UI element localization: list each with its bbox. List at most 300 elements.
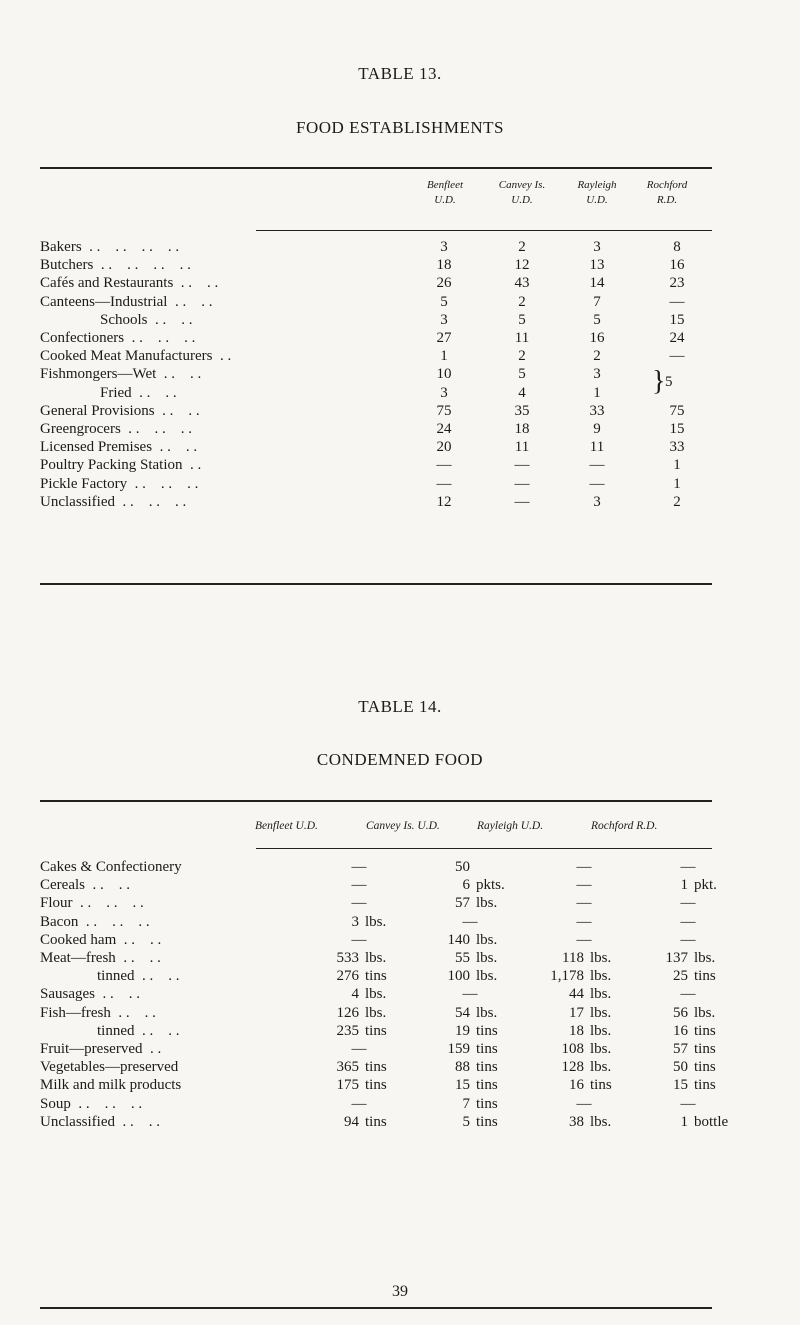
table13-cell: 9 <box>593 421 601 437</box>
table14-cell-unit: tins <box>476 1077 498 1094</box>
table13-row <box>0 384 800 402</box>
column-header-line2: U.D. <box>511 194 533 206</box>
table13-cell: 3 <box>593 493 601 510</box>
table13-column-header <box>487 178 557 208</box>
table13-cell: 15 <box>669 421 685 437</box>
table14-row <box>0 876 800 894</box>
table14-cell-value: 175 <box>336 1077 359 1094</box>
row-leader-dots: . . . . <box>142 1022 180 1039</box>
row-leader-dots: . . . . <box>118 1004 156 1021</box>
table14-cell-unit: lbs. <box>590 1022 612 1039</box>
row-leader-dots: . . . . <box>92 877 130 894</box>
table14-cell-value: 18 <box>569 1022 584 1039</box>
table14-cell-value: — <box>680 913 696 930</box>
row-leader-dots: . . <box>219 348 232 365</box>
row-label-text: Greengrocers <box>40 421 121 437</box>
row-label-text: Cooked ham <box>40 931 117 948</box>
table13-cell: 35 <box>514 402 530 419</box>
table14-cell-value: 118 <box>562 950 584 966</box>
row-label <box>40 347 231 365</box>
table14-cell-value: 7 <box>462 1095 470 1112</box>
table14-cell-unit: lbs. <box>365 1004 387 1021</box>
row-label <box>100 384 177 402</box>
table14-cell-unit: tins <box>365 1059 387 1076</box>
table13-cell: 75 <box>436 402 452 419</box>
table13-cell: 24 <box>669 330 685 346</box>
row-leader-dots: . . . . <box>180 275 219 292</box>
row-leader-dots: . . . . . . . . <box>100 257 191 274</box>
table14-cell-value: 15 <box>673 1077 688 1094</box>
table14-cell-value: — <box>351 895 367 912</box>
table13-cell: 3 <box>440 384 448 401</box>
table13-cell: 1 <box>673 475 681 492</box>
table13-row <box>0 256 800 274</box>
row-label <box>40 894 144 912</box>
table13-bottom-rule <box>40 583 712 585</box>
table14-cell-value: — <box>576 859 592 875</box>
table14-cell-value: 17 <box>569 1004 584 1021</box>
table14-subtitle: CONDEMNED FOOD <box>316 750 484 769</box>
table13-cell: 11 <box>514 439 530 456</box>
row-label-text: Poultry Packing Station <box>40 457 183 474</box>
table13-cell: 18 <box>436 257 452 274</box>
table14-cell-unit: lbs. <box>365 950 387 966</box>
table13-cell: — <box>514 457 530 474</box>
table13-cell: 3 <box>440 311 448 328</box>
row-leader-dots: . . . . <box>123 950 161 966</box>
row-label-text: Sausages <box>40 986 95 1003</box>
row-label <box>40 1076 181 1094</box>
table13-column-header <box>632 178 702 208</box>
table14-cell-value: 16 <box>569 1077 584 1094</box>
table14-row <box>0 1058 800 1076</box>
table14-cell-value: — <box>680 1095 696 1112</box>
table13-subtitle: FOOD ESTABLISHMENTS <box>296 118 504 137</box>
row-label-text: Cakes & Confectionery <box>40 859 182 875</box>
table13-cell: 18 <box>514 421 530 437</box>
table14-cell-unit: tins <box>694 1059 716 1076</box>
table13-fishmongers-brace: } <box>652 366 666 398</box>
table14-cell-value: — <box>351 877 367 894</box>
table14-cell-value: 159 <box>447 1041 470 1057</box>
table13-cell: 20 <box>436 439 452 456</box>
table14-column-header: Rochford R.D. <box>591 820 658 832</box>
row-label-text: Canteens—Industrial <box>40 293 168 310</box>
row-label-text: General Provisions <box>40 402 155 419</box>
column-header-line2: U.D. <box>586 194 608 206</box>
table14-cell-unit: lbs. <box>694 1004 716 1021</box>
table14-cell-value: 25 <box>673 968 688 985</box>
row-label <box>40 1095 142 1113</box>
table14-cell-value: — <box>462 913 478 930</box>
table14-cell-unit: tins <box>476 1113 498 1130</box>
table13-cell: 27 <box>436 330 452 346</box>
table14-row <box>0 894 800 912</box>
table14-cell-unit: tins <box>694 1022 716 1039</box>
table13-cell: 23 <box>669 275 685 292</box>
table14-cell-value: 1,178 <box>550 968 584 985</box>
table14-cell-value: 3 <box>351 913 359 930</box>
table14-cell-value: 55 <box>455 950 470 966</box>
table13-cell: — <box>669 293 685 310</box>
table14-row <box>0 858 800 876</box>
row-label-text: Vegetables—preserved <box>40 1059 179 1076</box>
row-leader-dots: . . <box>149 1041 162 1057</box>
table14-cell-unit: lbs. <box>365 913 387 930</box>
row-label <box>40 949 161 967</box>
row-leader-dots: . . . . <box>123 931 162 948</box>
table14-cell-unit: lbs. <box>590 950 612 966</box>
table14-cell-value: 4 <box>351 986 359 1003</box>
row-label-text: tinned <box>97 1022 135 1039</box>
table14-cell-value: — <box>576 877 592 894</box>
table14-cell-value: — <box>680 859 696 875</box>
table14-cell-unit: tins <box>476 1095 498 1112</box>
table14-row <box>0 985 800 1003</box>
row-leader-dots: . . . . . . <box>131 330 196 346</box>
table13-cell: — <box>514 475 530 492</box>
table14-cell-value: — <box>576 931 592 948</box>
table13-cell: 2 <box>593 348 601 365</box>
table14-cell-value: — <box>680 895 696 912</box>
table14-cell-value: 38 <box>569 1113 584 1130</box>
row-leader-dots: . . . . <box>159 439 198 456</box>
table13-header-rule <box>256 230 712 231</box>
row-label <box>40 493 186 511</box>
table14-column-header: Rayleigh U.D. <box>477 820 544 832</box>
table14-cell-value: 56 <box>673 1004 688 1021</box>
table14-row <box>0 1022 800 1040</box>
table13-cell: — <box>589 475 605 492</box>
row-label <box>40 329 195 347</box>
row-leader-dots: . . . . . . <box>134 475 199 492</box>
row-leader-dots: . . . . <box>102 986 140 1003</box>
table13-cell: 1 <box>440 348 448 365</box>
table14-cell-value: 137 <box>665 950 688 966</box>
row-label-text: Bacon <box>40 913 79 930</box>
table14-cell-value: 126 <box>336 1004 359 1021</box>
table14-cell-unit: lbs. <box>590 986 612 1003</box>
row-label <box>40 475 198 493</box>
table13-cell: 16 <box>589 330 605 346</box>
table14-cell-unit: tins <box>590 1077 612 1094</box>
table14-cell-value: — <box>351 1095 367 1112</box>
row-label <box>40 293 212 311</box>
table13-cell: — <box>436 475 452 492</box>
row-label-text: Milk and milk products <box>40 1077 182 1094</box>
table13-cell: 33 <box>669 439 685 456</box>
table14-row <box>0 1076 800 1094</box>
row-label-text: Fried <box>100 384 132 401</box>
table13-cell: — <box>436 457 452 474</box>
row-label <box>40 876 130 894</box>
table14-cell-value: — <box>351 1041 367 1057</box>
table14-cell-unit: lbs. <box>694 950 716 966</box>
table14-cell-unit: tins <box>365 968 387 985</box>
row-label <box>40 1004 156 1022</box>
table14-cell-unit: tins <box>365 1022 387 1039</box>
row-label-text: Unclassified <box>40 493 115 510</box>
row-label-text: Cooked Meat Manufacturers <box>40 348 213 365</box>
column-header-line1: Rochford <box>646 179 688 191</box>
table13-row <box>0 456 800 474</box>
row-leader-dots: . . . . . . . . <box>89 239 180 255</box>
table14-cell-value: — <box>576 913 592 930</box>
row-label-text: Meat—fresh <box>40 950 116 966</box>
table14-cell-unit: tins <box>476 1059 498 1076</box>
row-label-text: Pickle Factory <box>40 475 128 492</box>
row-leader-dots: . . . . <box>162 402 200 419</box>
row-label-text: Confectioners <box>40 330 125 346</box>
table14-cell-unit: tins <box>694 1077 716 1094</box>
table14-cell-value: 44 <box>569 986 584 1003</box>
table14-cell-value: 57 <box>455 895 470 912</box>
table13-row <box>0 438 800 456</box>
page-number: 39 <box>392 1283 408 1300</box>
table13-row <box>0 402 800 420</box>
row-leader-dots: . . . . . . <box>85 913 150 930</box>
table14-column-header: Benfleet U.D. <box>255 820 318 832</box>
table13-cell: 11 <box>589 439 605 456</box>
table14-row <box>0 913 800 931</box>
table13-cell: 11 <box>514 330 530 346</box>
table14-column-header: Canvey Is. U.D. <box>366 820 440 832</box>
table14-cell-unit: lbs. <box>476 1004 498 1021</box>
table14-cell-unit: tins <box>476 1022 498 1039</box>
table13-cell: 16 <box>669 257 685 274</box>
table14-cell-value: 365 <box>336 1059 359 1076</box>
row-leader-dots: . . . . . . <box>122 493 187 510</box>
table14-cell-value: 54 <box>455 1004 470 1021</box>
table14-cell-value: — <box>576 895 592 912</box>
row-leader-dots: . . . . . . <box>128 421 193 437</box>
table13-row <box>0 293 800 311</box>
table14-cell-value: 1 <box>680 1113 688 1130</box>
table14-cell-value: 19 <box>455 1022 470 1039</box>
table13-cell: 3 <box>440 239 448 255</box>
table13-cell: 33 <box>589 402 605 419</box>
row-leader-dots: . . <box>190 457 202 474</box>
table13-fishmongers-rochford: 5 <box>665 374 673 391</box>
table14-row <box>0 1040 800 1058</box>
table14-cell-value: 50 <box>455 859 470 875</box>
table14-cell-value: 140 <box>447 931 470 948</box>
table14-row <box>0 949 800 967</box>
table13-cell: 8 <box>673 239 681 255</box>
table14-row <box>0 1113 800 1131</box>
table14-row <box>0 1095 800 1113</box>
row-label <box>97 1022 180 1040</box>
row-label <box>40 913 150 931</box>
table13-cell: 3 <box>593 239 601 255</box>
table13-row <box>0 493 800 511</box>
column-header-line2: U.D. <box>434 194 456 206</box>
table14-cell-unit: bottle <box>694 1113 729 1130</box>
table14-cell-unit: tins <box>694 968 716 985</box>
table13-cell: 2 <box>518 348 526 365</box>
table14-row <box>0 967 800 985</box>
table14-cell-unit: lbs. <box>365 986 387 1003</box>
table13-cell: 5 <box>593 311 601 328</box>
row-label <box>40 858 182 876</box>
table13-cell: 12 <box>514 257 530 274</box>
table14-top-rule <box>40 800 712 802</box>
table13-title: TABLE 13. <box>358 64 442 83</box>
row-label-text: tinned <box>97 968 135 985</box>
table13-cell: 3 <box>593 366 601 383</box>
row-label <box>97 967 180 985</box>
table14-row <box>0 1004 800 1022</box>
table14-cell-unit: lbs. <box>590 968 612 985</box>
row-label-text: Fish—fresh <box>40 1004 111 1021</box>
table13-row <box>0 329 800 347</box>
table14-cell-unit: tins <box>476 1041 498 1057</box>
row-label-text: Flour <box>40 895 73 912</box>
table13-cell: 12 <box>436 493 452 510</box>
table14-cell-value: 6 <box>462 877 470 894</box>
column-header-line2: R.D. <box>656 194 678 206</box>
table14-cell-value: 57 <box>673 1041 688 1057</box>
row-label <box>40 985 140 1003</box>
table13-cell: 15 <box>669 311 685 328</box>
table14-cell-value: 533 <box>336 950 359 966</box>
table14-cell-value: — <box>462 986 478 1003</box>
table13-cell: 5 <box>518 366 526 383</box>
table14-cell-value: 50 <box>673 1059 688 1076</box>
row-leader-dots: . . . . <box>155 311 193 328</box>
row-label <box>40 420 192 438</box>
table13-cell: — <box>589 457 605 474</box>
table13-row <box>0 238 800 256</box>
table14-cell-unit: lbs. <box>476 895 498 912</box>
row-label-text: Cafés and Restaurants <box>40 275 174 292</box>
table14-bottom-rule <box>40 1307 712 1309</box>
table14-cell-value: 94 <box>344 1113 359 1130</box>
table13-cell: — <box>669 348 685 365</box>
row-label <box>40 438 197 456</box>
row-label-text: Unclassified <box>40 1113 115 1130</box>
table14-cell-unit: lbs. <box>590 1004 612 1021</box>
table14-cell-unit: pkt. <box>694 877 717 894</box>
row-label-text: Fruit—preserved <box>40 1041 143 1057</box>
table13-cell: 4 <box>518 384 526 401</box>
table13-cell: 10 <box>436 366 452 383</box>
table13-row <box>0 347 800 365</box>
column-header-line1: Canvey Is. <box>498 179 546 191</box>
table14-cell-unit: lbs. <box>590 1113 612 1130</box>
table13-cell: 1 <box>593 384 601 401</box>
row-label-text: Soup <box>40 1095 71 1112</box>
table14-cell-value: 276 <box>336 968 359 985</box>
table14-cell-unit: pkts. <box>476 877 505 894</box>
table14-cell-value: — <box>680 931 696 948</box>
table13-cell: 5 <box>518 311 526 328</box>
table14-cell-unit: lbs. <box>590 1059 612 1076</box>
row-label <box>40 274 218 292</box>
row-leader-dots: . . . . <box>174 293 213 310</box>
table13-cell: 5 <box>440 293 448 310</box>
table13-column-header <box>562 178 632 208</box>
row-label <box>40 1040 161 1058</box>
row-label <box>40 1113 160 1131</box>
row-leader-dots: . . . . . . <box>78 1095 143 1112</box>
column-header-line1: Rayleigh <box>577 179 617 191</box>
row-leader-dots: . . . . <box>142 968 180 985</box>
table13-cell: 2 <box>673 493 681 510</box>
table13-cell: 2 <box>518 293 526 310</box>
table14-row <box>0 931 800 949</box>
table14-title: TABLE 14. <box>358 697 442 716</box>
table14-cell-value: 108 <box>561 1041 584 1057</box>
table13-cell: 7 <box>593 293 601 310</box>
row-leader-dots: . . . . . . <box>80 895 144 912</box>
table14-cell-unit: lbs. <box>476 950 498 966</box>
row-label-text: Butchers <box>40 257 94 274</box>
table13-cell: 26 <box>436 275 452 292</box>
row-label <box>40 456 201 474</box>
table14-cell-value: 5 <box>462 1113 470 1130</box>
table14-cell-value: 1 <box>680 877 688 894</box>
row-label <box>40 365 201 383</box>
table14-cell-value: 15 <box>455 1077 470 1094</box>
table14-header-rule <box>256 848 712 849</box>
row-label-text: Bakers <box>40 239 82 255</box>
table14-cell-value: 88 <box>455 1059 470 1076</box>
table13-cell: 13 <box>589 257 605 274</box>
table14-cell-unit: tins <box>365 1077 387 1094</box>
table14-cell-unit: lbs. <box>476 931 498 948</box>
table14-cell-value: 16 <box>673 1022 688 1039</box>
row-label <box>40 238 179 256</box>
row-label-text: Cereals <box>40 877 85 894</box>
table13-row <box>0 365 800 383</box>
table13-cell: 75 <box>669 402 685 419</box>
column-header-line1: Benfleet <box>426 179 464 191</box>
table14-cell-value: — <box>680 986 696 1003</box>
table13-cell: 1 <box>673 457 681 474</box>
table14-cell-unit: lbs. <box>590 1041 612 1057</box>
table13-top-rule <box>40 167 712 169</box>
row-label-text: Fishmongers—Wet <box>40 366 157 383</box>
table13-cell: 24 <box>436 421 452 437</box>
table13-row <box>0 311 800 329</box>
row-label <box>40 402 200 420</box>
row-label <box>100 311 193 329</box>
row-label <box>40 931 161 949</box>
table13-cell: 14 <box>589 275 605 292</box>
row-label <box>40 256 191 274</box>
table14-cell-value: 100 <box>447 968 470 985</box>
table13-row <box>0 475 800 493</box>
table14-cell-value: 235 <box>336 1022 359 1039</box>
table13-cell: — <box>514 493 530 510</box>
row-label-text: Licensed Premises <box>40 439 153 456</box>
table13-column-header <box>410 178 480 208</box>
table14-cell-unit: tins <box>694 1041 716 1057</box>
row-label <box>40 1058 178 1076</box>
table14-cell-value: — <box>351 931 367 948</box>
row-leader-dots: . . . . <box>139 384 177 401</box>
table13-row <box>0 420 800 438</box>
table14-cell-unit: lbs. <box>476 968 498 985</box>
table13-cell: 43 <box>514 275 530 292</box>
row-leader-dots: . . . . <box>163 366 202 383</box>
table13-row <box>0 274 800 292</box>
table13-cell: 2 <box>518 239 526 255</box>
table14-cell-value: 128 <box>561 1059 584 1076</box>
row-label-text: Schools <box>100 311 148 328</box>
row-leader-dots: . . . . <box>122 1113 160 1130</box>
